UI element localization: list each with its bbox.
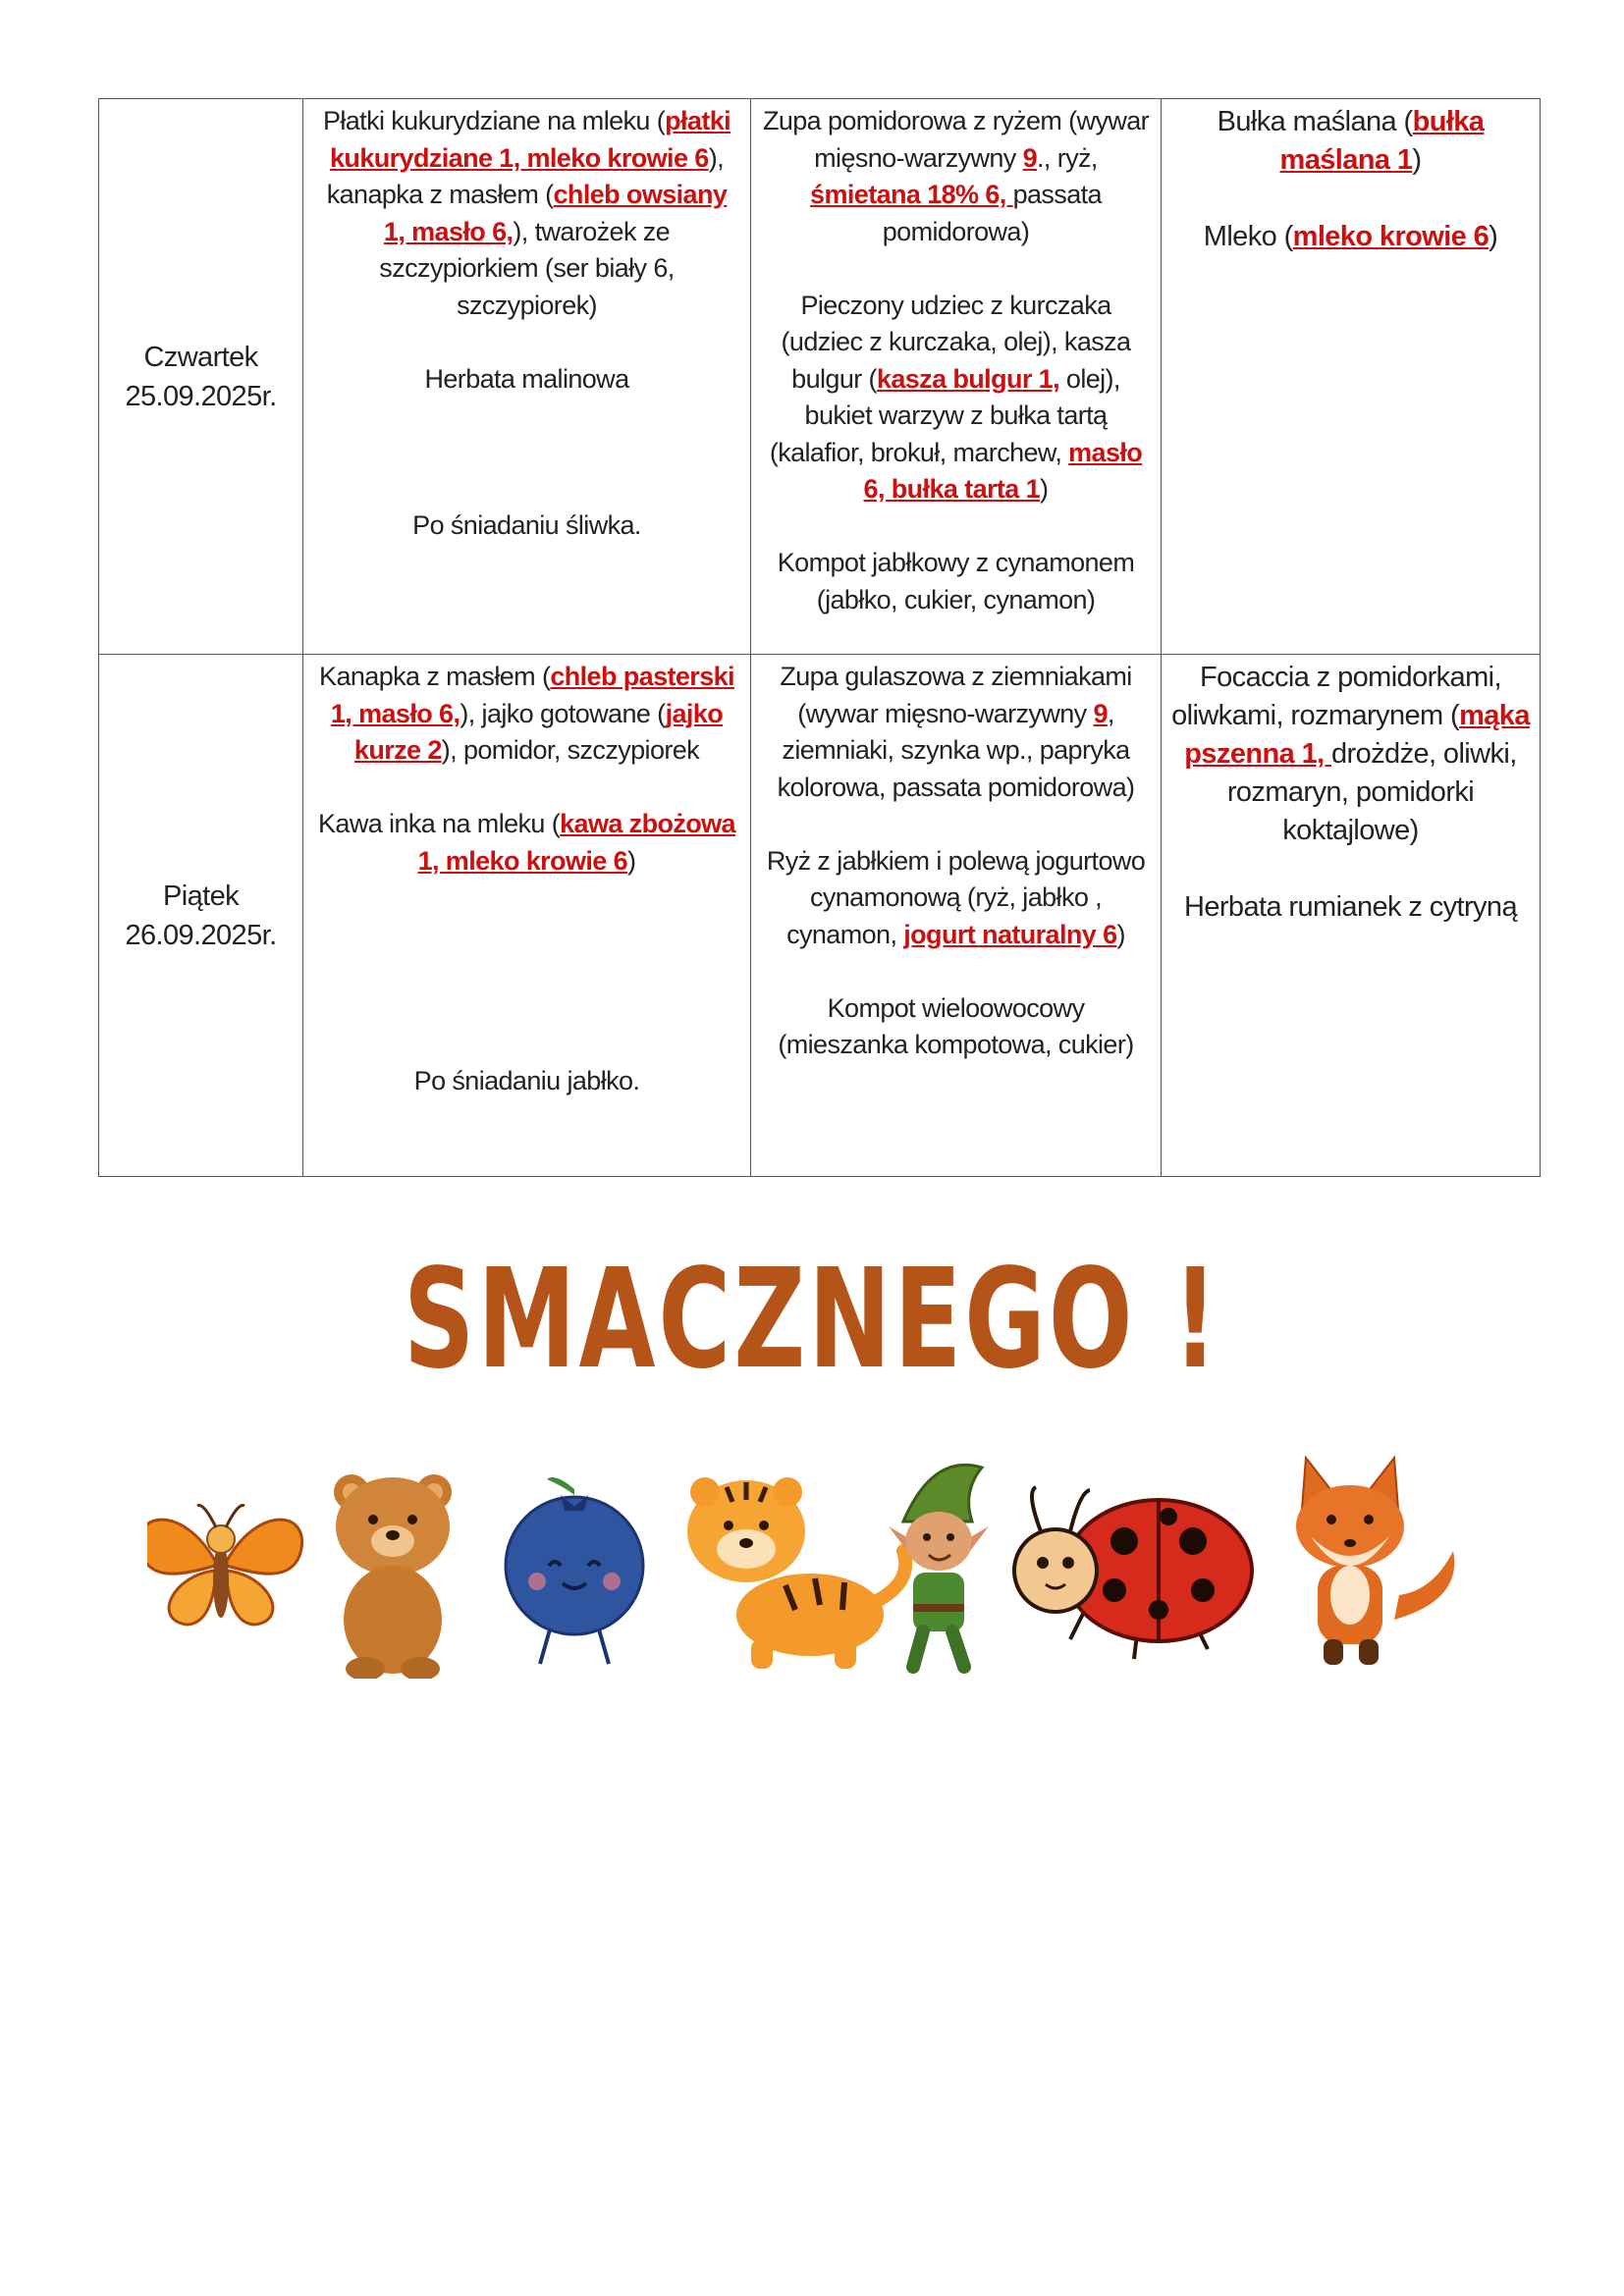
allergen: kawa zbożowa 1, mleko krowie 6 <box>417 809 735 876</box>
allergen: mąka pszenna 1, <box>1184 700 1530 770</box>
allergen: kasza bulgur 1, <box>876 363 1059 394</box>
bear-icon <box>334 1474 452 1679</box>
day-cell <box>99 99 303 655</box>
breakfast-cell <box>303 99 751 655</box>
main-dish-text: Pieczony udziec z kurczaka (udziec z kurczaka, olej), kasza bulgur (kasza bulgur 1, olej), bukiet warzyw z bułka tartą (kalafior, brokuł, marchew, masło 6, bułka tarta 1) <box>769 290 1143 504</box>
allergen: chleb owsiany 1, masło 6, <box>383 180 728 246</box>
breakfast-drink: Kawa inka na mleku (kawa zbożowa 1, mleko krowie 6) <box>318 809 735 876</box>
allergen: bułka maślana 1 <box>1279 106 1485 176</box>
allergen: jogurt naturalny 6 <box>903 919 1117 949</box>
soup-text: Zupa gulaszowa z ziemniakami (wywar mięsno-warzywny 9, ziemniaki, szynka wp., papryka kolorowa, passata pomidorowa) <box>777 662 1135 802</box>
breakfast-drink: Herbata malinowa <box>424 363 629 394</box>
blueberry-icon <box>506 1477 643 1664</box>
snack-cell <box>1162 99 1541 655</box>
menu-table <box>98 98 1541 1177</box>
day-date: 25.09.2025r. <box>125 380 277 412</box>
allergen: 9 <box>1093 698 1108 728</box>
snack-drink: Mleko (mleko krowie 6) <box>1203 221 1498 252</box>
day-date: 26.09.2025r. <box>125 919 277 951</box>
allergen: śmietana 18% 6, <box>810 180 1013 209</box>
allergen: jajko kurze 2 <box>353 698 724 765</box>
snack-drink: Herbata rumianek z cytryną <box>1184 891 1517 923</box>
soup-text: Zupa pomidorowa z ryżem (wywar mięsno-warzywny 9., ryż, śmietana 18% 6, passata pomidorowa) <box>762 106 1150 246</box>
day-cell <box>99 655 303 1177</box>
tiger-icon <box>687 1477 905 1669</box>
breakfast-cell <box>303 655 751 1177</box>
fox-icon <box>1296 1458 1454 1665</box>
critters-illustration <box>147 1443 1492 1679</box>
ladybug-icon <box>1014 1487 1252 1659</box>
day-name: Piątek <box>163 880 239 912</box>
breakfast-fruit: Po śniadaniu śliwka. <box>412 510 641 540</box>
allergen: mleko krowie 6 <box>1292 221 1489 252</box>
allergen: 9 <box>1022 142 1038 173</box>
footer-title: SMACZNEGO ! <box>403 1240 1221 1400</box>
drink-text: Kompot wieloowocowy (mieszanka kompotowa, cukier) <box>778 992 1134 1059</box>
butterfly-icon <box>147 1505 302 1625</box>
snack-text: Focaccia z pomidorkami, oliwkami, rozmarynem (mąka pszenna 1, drożdże, oliwki, rozmaryn, pomidorki koktajlowe) <box>1171 662 1530 846</box>
day-name: Czwartek <box>143 341 258 373</box>
breakfast-text: Kanapka z masłem (chleb pasterski 1, masło 6,), jajko gotowane (jajko kurze 2), pomidor, szczypiorek <box>319 662 734 765</box>
snack-cell <box>1162 655 1541 1177</box>
allergen: płatki kukurydziane 1, mleko krowie 6 <box>330 106 731 173</box>
table-row <box>99 99 1541 655</box>
main-dish-text: Ryż z jabłkiem i polewą jogurtowo cynamonową (ryż, jabłko , cynamon, jogurt naturalny 6) <box>766 845 1146 949</box>
allergen: masło 6, bułka tarta 1 <box>863 437 1143 504</box>
table-row <box>99 655 1541 1177</box>
lunch-cell <box>751 655 1162 1177</box>
allergen: chleb pasterski 1, masło 6, <box>330 662 734 728</box>
breakfast-fruit: Po śniadaniu jabłko. <box>413 1066 640 1095</box>
breakfast-text: Płatki kukurydziane na mleku (płatki kukurydziane 1, mleko krowie 6), kanapka z masłem (chleb owsiany 1, masło 6,), twarożek ze szczypiorkiem (ser biały 6, szczypiorek) <box>322 106 731 320</box>
snack-text: Bułka maślana (bułka maślana 1) <box>1217 106 1485 176</box>
lunch-cell <box>751 99 1162 655</box>
drink-text: Kompot jabłkowy z cynamonem (jabłko, cukier, cynamon) <box>777 548 1135 614</box>
